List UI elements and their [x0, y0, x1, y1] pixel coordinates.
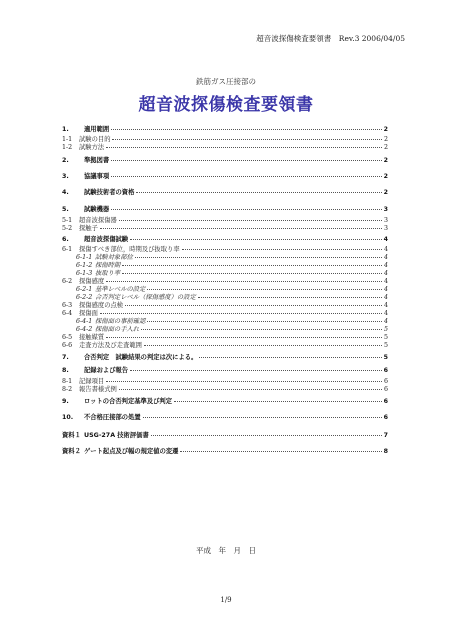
toc-leader-dots [106, 337, 382, 338]
toc-entry[interactable] [62, 236, 388, 244]
toc-entry-number: 6-1 [62, 246, 73, 253]
toc-entry[interactable] [62, 318, 388, 326]
toc-entry-page: 6 [383, 398, 388, 405]
toc-leader-dots [147, 321, 382, 322]
toc-entry-label: 記録および報告 [84, 367, 129, 374]
page-number: 1/9 [220, 596, 232, 604]
toc-entry-number: 6-1-2 [76, 262, 93, 269]
toc-entry-page: 2 [383, 173, 388, 180]
toc-entry-label: 超音波探傷器 [79, 217, 117, 224]
toc-entry-page: 4 [383, 318, 388, 325]
toc-entry-label: ロットの合否判定基準及び判定 [84, 398, 173, 405]
toc-entry[interactable] [62, 326, 388, 334]
toc-entry-page: 4 [383, 294, 388, 301]
toc-entry-number: 7. [62, 354, 69, 361]
toc-entry-page: 5 [383, 342, 388, 349]
document-reference: 超音波探傷検査要領書 Rev.3 2006/04/05 [256, 34, 405, 43]
toc-entry-page: 3 [383, 225, 388, 232]
toc-entry[interactable] [62, 286, 388, 294]
toc-entry[interactable] [62, 367, 388, 375]
toc-entry-label: 合否判定レベル（探傷感度）の設定 [95, 294, 196, 301]
toc-leader-dots [144, 345, 382, 346]
toc-entry-number: 5. [62, 206, 69, 213]
toc-entry[interactable] [62, 310, 388, 318]
toc-entry-number: 1-1 [62, 136, 73, 143]
toc-entry-number: 8-2 [62, 386, 73, 393]
toc-entry-number: 6-2-1 [76, 286, 93, 293]
toc-entry[interactable] [62, 246, 388, 254]
toc-entry-label: 探触子 [79, 225, 98, 232]
toc-entry-number: 3. [62, 173, 69, 180]
toc-entry[interactable] [62, 378, 388, 386]
toc-entry-page: 2 [383, 157, 388, 164]
toc-entry[interactable] [62, 334, 388, 342]
toc-entry[interactable] [62, 302, 388, 310]
toc-leader-dots [141, 329, 382, 330]
toc-leader-dots [111, 160, 381, 161]
toc-entry[interactable] [62, 262, 388, 270]
toc-entry-page: 8 [383, 448, 388, 455]
toc-entry-page: 2 [383, 144, 388, 151]
toc-leader-dots [182, 249, 382, 250]
toc-entry-number: 6-1-1 [76, 254, 93, 261]
toc-leader-dots [180, 451, 381, 452]
toc-entry-number: 6-4 [62, 310, 73, 317]
toc-entry[interactable] [62, 254, 388, 262]
toc-entry-label: USG-27A 技術評価書 [84, 432, 149, 439]
toc-leader-dots [143, 417, 382, 418]
toc-entry-number: 5-1 [62, 217, 73, 224]
toc-leader-dots [119, 389, 382, 390]
toc-entry-label: 試験対象部位 [95, 254, 133, 261]
toc-entry-label: 基準レベルの設定 [95, 286, 146, 293]
toc-entry-label: 試験技術者の資格 [84, 189, 135, 196]
toc-entry[interactable] [62, 225, 388, 233]
toc-entry-page: 2 [383, 136, 388, 143]
toc-entry-number: 1-2 [62, 144, 73, 151]
toc-leader-dots [111, 176, 381, 177]
toc-entry-number: 6-2-2 [76, 294, 93, 301]
toc-entry-page: 5 [383, 354, 388, 361]
toc-entry-page: 5 [383, 334, 388, 341]
table-of-contents [62, 126, 388, 456]
toc-leader-dots [147, 289, 382, 290]
toc-entry-number: 10. [62, 414, 74, 421]
toc-entry-label: 抜取り率 [95, 270, 121, 277]
toc-entry-page: 5 [383, 326, 388, 333]
toc-leader-dots [198, 297, 382, 298]
toc-entry-number: 6-6 [62, 342, 73, 349]
toc-entry[interactable] [62, 144, 388, 152]
toc-entry-label: 報告書様式例 [79, 386, 117, 393]
toc-entry-label: 準拠図書 [84, 157, 110, 164]
toc-leader-dots [174, 401, 382, 402]
toc-entry-label: 探傷面の事前確認 [95, 318, 146, 325]
toc-entry-label: 試験方法 [79, 144, 105, 151]
toc-entry-page: 2 [383, 189, 388, 196]
toc-entry-page: 4 [383, 302, 388, 309]
toc-leader-dots [119, 220, 382, 221]
toc-leader-dots [100, 313, 382, 314]
toc-leader-dots [130, 370, 382, 371]
toc-entry-number: 6-5 [62, 334, 73, 341]
toc-entry-number: 8. [62, 367, 69, 374]
toc-entry-page: 4 [383, 278, 388, 285]
toc-leader-dots [111, 129, 381, 130]
toc-entry[interactable] [62, 432, 388, 440]
toc-entry-page: 2 [383, 126, 388, 133]
toc-entry[interactable] [62, 386, 388, 394]
toc-entry[interactable] [62, 278, 388, 286]
toc-leader-dots [199, 357, 381, 358]
toc-entry-page: 4 [383, 286, 388, 293]
toc-entry[interactable] [62, 217, 388, 225]
toc-entry-number: 8-1 [62, 378, 73, 385]
toc-entry[interactable] [62, 294, 388, 302]
toc-leader-dots [111, 209, 381, 210]
toc-entry-page: 6 [383, 414, 388, 421]
toc-entry[interactable] [62, 354, 388, 362]
toc-leader-dots [130, 239, 382, 240]
toc-leader-dots [112, 139, 382, 140]
toc-entry-label: 試験の目的 [79, 136, 111, 143]
toc-leader-dots [151, 435, 382, 436]
toc-entry[interactable] [62, 342, 388, 350]
toc-leader-dots [106, 281, 382, 282]
date-line: 平成 年 月 日 [196, 546, 256, 555]
toc-entry[interactable] [62, 126, 388, 134]
toc-entry-number: 4. [62, 189, 69, 196]
toc-entry-number: 資料１ [62, 432, 81, 439]
document-title: 超音波探傷検査要領書 [138, 95, 314, 115]
toc-entry-number: 9. [62, 398, 69, 405]
toc-entry-page: 3 [383, 217, 388, 224]
toc-entry-number: 6-3 [62, 302, 73, 309]
toc-entry-page: 6 [383, 367, 388, 374]
toc-entry-page: 4 [383, 262, 388, 269]
toc-entry-page: 4 [383, 310, 388, 317]
document-subtitle: 鉄筋ガス圧接部の [196, 77, 256, 86]
toc-entry-page: 7 [383, 432, 388, 439]
toc-entry-label: 接触媒質 [79, 334, 105, 341]
toc-entry-label: 探傷感度 [79, 278, 105, 285]
toc-entry[interactable] [62, 173, 388, 181]
toc-entry[interactable] [62, 414, 388, 422]
toc-entry-label: 探傷面の手入れ [95, 326, 140, 333]
toc-entry-page: 4 [383, 270, 388, 277]
toc-leader-dots [125, 305, 382, 306]
toc-entry[interactable] [62, 157, 388, 165]
toc-leader-dots [136, 192, 381, 193]
toc-entry-page: 4 [383, 246, 388, 253]
toc-entry[interactable] [62, 206, 388, 214]
toc-entry-label: 探傷すべき部位，時期及び抜取り率 [79, 246, 180, 253]
toc-entry-number: 5-2 [62, 225, 73, 232]
toc-entry-page: 3 [383, 206, 388, 213]
toc-leader-dots [135, 257, 382, 258]
toc-entry-number: 6-4-2 [76, 326, 93, 333]
toc-entry[interactable] [62, 398, 388, 406]
toc-leader-dots [122, 273, 382, 274]
toc-leader-dots [122, 265, 382, 266]
toc-entry-page: 6 [383, 378, 388, 385]
toc-entry-label: 探傷感度の点検 [79, 302, 124, 309]
toc-entry-number: 1. [62, 126, 69, 133]
toc-entry-number: 6. [62, 236, 69, 243]
toc-entry[interactable] [62, 136, 388, 144]
toc-entry[interactable] [62, 189, 388, 197]
toc-entry-label: 不合格圧接部の処置 [84, 414, 141, 421]
toc-entry-label: 記録項目 [79, 378, 105, 385]
toc-entry-number: 2. [62, 157, 69, 164]
toc-entry-label: ゲート起点及び幅の規定値の変遷 [84, 448, 179, 455]
toc-entry-page: 6 [383, 386, 388, 393]
toc-entry-label: 試験機器 [84, 206, 110, 213]
toc-leader-dots [100, 228, 382, 229]
toc-entry-label: 超音波探傷試験 [84, 236, 129, 243]
toc-entry-label: 探傷時期 [95, 262, 121, 269]
toc-leader-dots [106, 147, 382, 148]
toc-entry[interactable] [62, 270, 388, 278]
toc-entry-label: 合否判定 試験結果の判定は次による。 [84, 354, 198, 361]
toc-entry-page: 4 [383, 236, 388, 243]
toc-entry[interactable] [62, 448, 388, 456]
toc-entry-label: 適用範囲 [84, 126, 110, 133]
toc-entry-label: 探傷面 [79, 310, 98, 317]
toc-leader-dots [106, 381, 382, 382]
toc-entry-label: 協議事項 [84, 173, 110, 180]
toc-entry-page: 4 [383, 254, 388, 261]
toc-entry-number: 資料２ [62, 448, 81, 455]
toc-entry-number: 6-2 [62, 278, 73, 285]
toc-entry-number: 6-4-1 [76, 318, 93, 325]
toc-entry-label: 走査方法及び走査範囲 [79, 342, 142, 349]
toc-entry-number: 6-1-3 [76, 270, 93, 277]
